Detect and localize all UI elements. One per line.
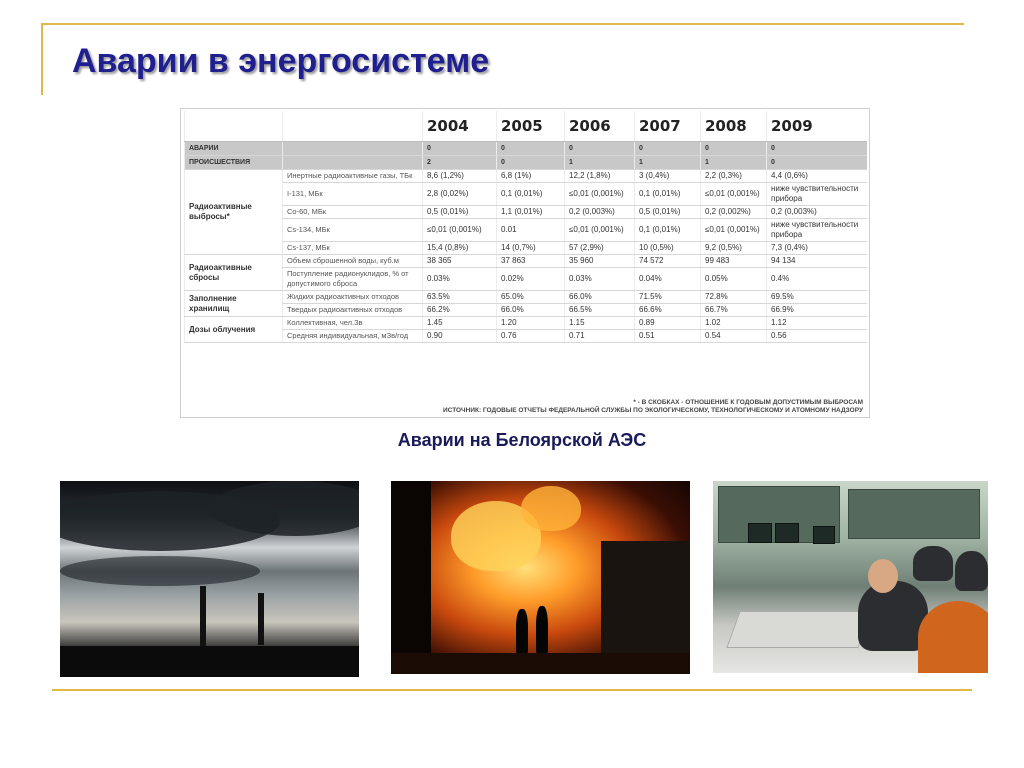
corner-cell [283,111,423,142]
monitor [748,523,772,543]
row-label: I-131, МБк [283,183,423,206]
table-cell: 4,4 (0,6%) [767,170,867,183]
table-cell: 0.04% [635,268,701,291]
table-cell: 0.90 [423,330,497,343]
summary-value: 0 [701,142,767,156]
operator [955,551,988,591]
monitor [813,526,835,544]
table-cell: ≤0,01 (0,001%) [701,219,767,242]
table-cell: 1.12 [767,317,867,330]
firefighter-silhouette [516,609,528,654]
year-header: 2008 [701,111,767,142]
spacer-cell [283,156,423,170]
table-cell: 0.54 [701,330,767,343]
year-header: 2009 [767,111,867,142]
table-cell: ≤0,01 (0,001%) [565,183,635,206]
top-rule [41,23,964,25]
smoke-cloud [60,556,260,586]
table-cell: 0.56 [767,330,867,343]
summary-value: 0 [767,142,867,156]
table-cell: 2,2 (0,3%) [701,170,767,183]
firefighter-silhouette [536,606,548,654]
table-cell: ниже чувствительности прибора [767,219,867,242]
hard-hat [918,601,988,673]
table-cell: 66.7% [701,304,767,317]
table-cell: ниже чувствительности прибора [767,183,867,206]
summary-label: АВАРИИ [185,142,283,156]
smokestack [258,593,264,645]
monitor [775,523,799,543]
bottom-rule [52,689,972,691]
table-row [185,317,867,330]
table-cell: 0.03% [565,268,635,291]
smokestack [200,586,206,646]
table-row [185,170,867,183]
table-row [185,183,867,206]
table-cell: 74 572 [635,255,701,268]
group-label: Радиоактивные сбросы [185,255,283,291]
operator-head [868,559,898,593]
table-cell: 1.45 [423,317,497,330]
table-cell: 1.20 [497,317,565,330]
table-cell: 0.51 [635,330,701,343]
table-cell: 3 (0,4%) [635,170,701,183]
table-cell: 35 960 [565,255,635,268]
table-cell: 38 365 [423,255,497,268]
building-silhouette [391,481,431,674]
group-label: Дозы облучения [185,317,283,343]
table-row [185,304,867,317]
table-cell: 66.6% [635,304,701,317]
row-label: Жидких радиоактивных отходов [283,291,423,304]
summary-value: 0 [423,142,497,156]
statistics-table [184,111,867,343]
table-footnote [443,399,863,415]
skyline [60,646,359,677]
summary-value: 0 [565,142,635,156]
table-cell: 0,5 (0,01%) [423,206,497,219]
table-cell: 94 134 [767,255,867,268]
table-cell: 66.0% [565,291,635,304]
table-row [185,219,867,242]
summary-label: ПРОИСШЕСТВИЯ [185,156,283,170]
table-cell: 0,2 (0,002%) [701,206,767,219]
group-label: Заполнение хранилищ [185,291,283,317]
row-label: Твердых радиоактивных отходов [283,304,423,317]
row-label: Инертные радиоактивные газы, ТБк [283,170,423,183]
operator [913,546,953,581]
table-cell: 66.5% [565,304,635,317]
table-cell: 0,1 (0,01%) [635,183,701,206]
control-panel [848,489,980,539]
row-label: Поступление радионуклидов, % от допустимого сброса [283,268,423,291]
table-cell: 0,1 (0,01%) [497,183,565,206]
summary-value: 1 [701,156,767,170]
source-text: ИСТОЧНИК: ГОДОВЫЕ ОТЧЕТЫ ФЕДЕРАЛЬНОЙ СЛУЖБЫ ПО ЭКОЛОГИЧЕСКОМУ, ТЕХНОЛОГИЧЕСКОМУ И АТОМНОМУ НАДЗОРУ [442,407,863,414]
table-row [185,291,867,304]
control-room-photo [713,481,988,673]
table-cell: 6,8 (1%) [497,170,565,183]
year-header: 2007 [635,111,701,142]
console-desk [726,611,871,648]
row-label: Средняя индивидуальная, мЗв/год [283,330,423,343]
table-row [185,268,867,291]
table-cell: 72.8% [701,291,767,304]
table-cell: ≤0,01 (0,001%) [423,219,497,242]
table-cell: 0.4% [767,268,867,291]
table-cell: 14 (0,7%) [497,242,565,255]
table-cell: 8,6 (1,2%) [423,170,497,183]
table-cell: 66.9% [767,304,867,317]
table-row [185,255,867,268]
table-cell: 0,5 (0,01%) [635,206,701,219]
table-cell: 57 (2,9%) [565,242,635,255]
table-cell: 0,1 (0,01%) [635,219,701,242]
table-cell: 0.89 [635,317,701,330]
table-cell: 7,3 (0,4%) [767,242,867,255]
summary-value: 0 [635,142,701,156]
table-cell: 0.71 [565,330,635,343]
summary-value: 0 [767,156,867,170]
table-cell: 69.5% [767,291,867,304]
table-cell: 63.5% [423,291,497,304]
year-header: 2005 [497,111,565,142]
summary-value: 0 [497,156,565,170]
year-header: 2004 [423,111,497,142]
row-label: Co-60, МБк [283,206,423,219]
statistics-table-image [180,108,870,418]
spacer-cell [283,142,423,156]
table-cell: 2,8 (0,02%) [423,183,497,206]
table-cell: ≤0,01 (0,001%) [565,219,635,242]
table-cell: 0.03% [423,268,497,291]
table-cell: 0.01 [497,219,565,242]
summary-value: 0 [497,142,565,156]
footnote-text: * - В СКОБКАХ - ОТНОШЕНИЕ К ГОДОВЫМ ДОПУСТИМЫМ ВЫБРОСАМ [633,399,863,406]
table-cell: 9,2 (0,5%) [701,242,767,255]
year-header: 2006 [565,111,635,142]
row-label: Коллективная, чел.Зв [283,317,423,330]
slide-subtitle: Аварии на Белоярской АЭС [397,430,647,450]
table-cell: 66.0% [497,304,565,317]
table-cell: 0,2 (0,003%) [565,206,635,219]
ground [391,653,690,674]
summary-row [185,142,867,156]
row-label: Cs-137, МБк [283,242,423,255]
table-cell: 12,2 (1,8%) [565,170,635,183]
flame [521,486,581,531]
group-label: Радиоактивные выбросы* [185,170,283,255]
table-cell: 0.02% [497,268,565,291]
summary-value: 1 [635,156,701,170]
smokestacks-photo [60,481,359,677]
table-row [185,206,867,219]
summary-value: 1 [565,156,635,170]
table-cell: 71.5% [635,291,701,304]
corner-cell [185,111,283,142]
year-header-row [185,111,867,142]
table-row [185,242,867,255]
left-rule [41,23,43,95]
table-row [185,330,867,343]
table-cell: 1.02 [701,317,767,330]
fire-photo [391,481,690,674]
row-label: Объем сброшенной воды, куб.м [283,255,423,268]
table-cell: 1.15 [565,317,635,330]
row-label: Cs-134, МБк [283,219,423,242]
table-cell: 65.0% [497,291,565,304]
summary-row [185,156,867,170]
summary-value: 2 [423,156,497,170]
table-cell: 37 863 [497,255,565,268]
table-cell: 10 (0,5%) [635,242,701,255]
table-cell: 0.05% [701,268,767,291]
table-cell: 99 483 [701,255,767,268]
table-cell: 0.76 [497,330,565,343]
table-cell: 0,2 (0,003%) [767,206,867,219]
slide-title: Аварии в энергосистеме [72,42,490,80]
table-cell: 66.2% [423,304,497,317]
table-cell: 15,4 (0,8%) [423,242,497,255]
table-cell: 1,1 (0,01%) [497,206,565,219]
table-cell: ≤0,01 (0,001%) [701,183,767,206]
